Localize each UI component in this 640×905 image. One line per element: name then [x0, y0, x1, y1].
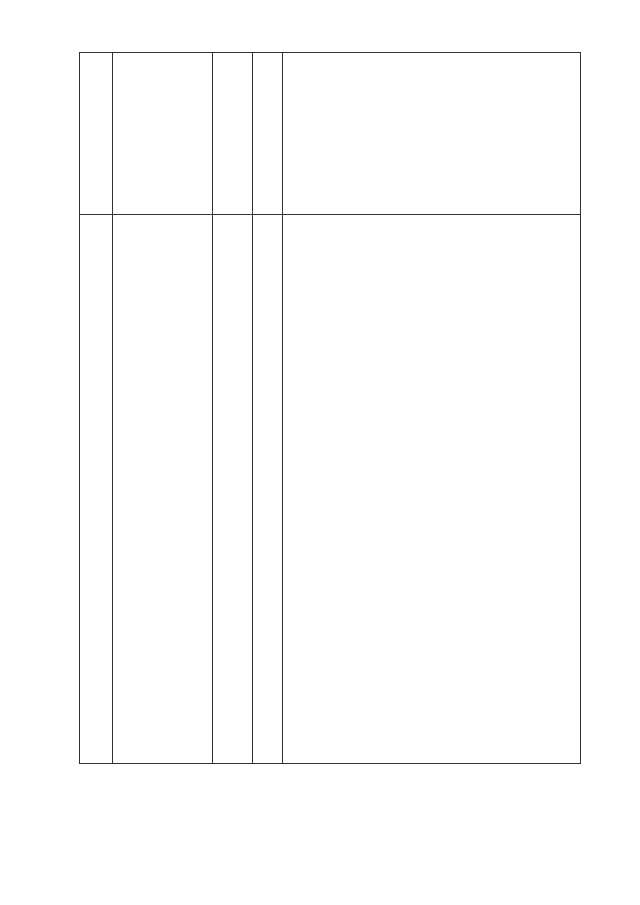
spec-table [79, 52, 581, 764]
table-border-right [580, 52, 581, 764]
table-border-bottom [79, 763, 581, 764]
table-border-top [79, 52, 581, 53]
column-divider [282, 52, 283, 764]
table-border-left [79, 52, 80, 764]
row-divider [79, 214, 581, 215]
column-divider [212, 52, 213, 764]
column-divider [252, 52, 253, 764]
column-divider [112, 52, 113, 764]
